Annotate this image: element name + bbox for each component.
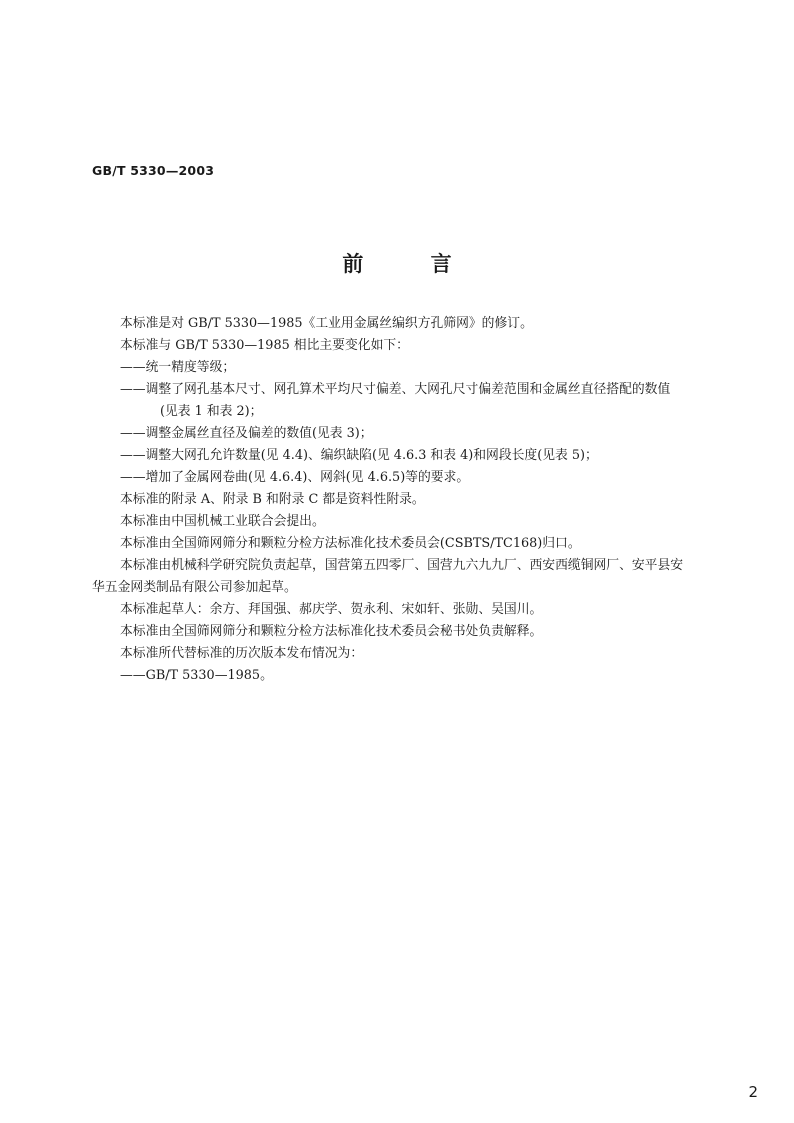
paragraph: 本标准由全国筛网筛分和颗粒分检方法标准化技术委员会(CSBTS/TC168)归口。 <box>120 536 581 551</box>
list-item: ——统一精度等级； <box>120 360 236 375</box>
list-item: ——调整金属丝直径及偏差的数值(见表 3)； <box>120 426 373 441</box>
page-title: 前 言 <box>342 252 482 276</box>
page-number: 2 <box>748 1083 758 1101</box>
list-item: ——GB/T 5330—1985。 <box>120 668 273 683</box>
foreword-body <box>92 313 720 687</box>
list-item-continuation: (见表 1 和表 2)； <box>160 404 263 419</box>
paragraph: 本标准所代替标准的历次版本发布情况为： <box>120 646 364 661</box>
paragraph: 本标准由机械科学研究院负责起草，国营第五四零厂、国营九六九九厂、西安西缆铜网厂、安平县安 <box>120 558 684 573</box>
paragraph: 本标准由中国机械工业联合会提出。 <box>120 514 325 529</box>
paragraph: 本标准由全国筛网筛分和颗粒分检方法标准化技术委员会秘书处负责解释。 <box>120 624 543 639</box>
paragraph-continuation: 华五金网类制品有限公司参加起草。 <box>92 580 297 595</box>
paragraph: 本标准起草人：余方、拜国强、郝庆学、贺永利、宋如轩、张勋、吴国川。 <box>120 602 543 617</box>
paragraph: 本标准的附录 A、附录 B 和附录 C 都是资料性附录。 <box>120 492 425 507</box>
standard-code: GB/T 5330—2003 <box>92 163 215 178</box>
list-item: ——调整了网孔基本尺寸、网孔算术平均尺寸偏差、大网孔尺寸偏差范围和金属丝直径搭配的数值 <box>120 382 671 397</box>
paragraph: 本标准与 GB/T 5330—1985 相比主要变化如下： <box>120 338 409 353</box>
list-item: ——增加了金属网卷曲(见 4.6.4)、网斜(见 4.6.5)等的要求。 <box>120 470 470 485</box>
list-item: ——调整大网孔允许数量(见 4.4)、编织缺陷(见 4.6.3 和表 4)和网段长度(见表 5)； <box>120 448 598 463</box>
paragraph: 本标准是对 GB/T 5330—1985《工业用金属丝编织方孔筛网》的修订。 <box>120 316 533 331</box>
